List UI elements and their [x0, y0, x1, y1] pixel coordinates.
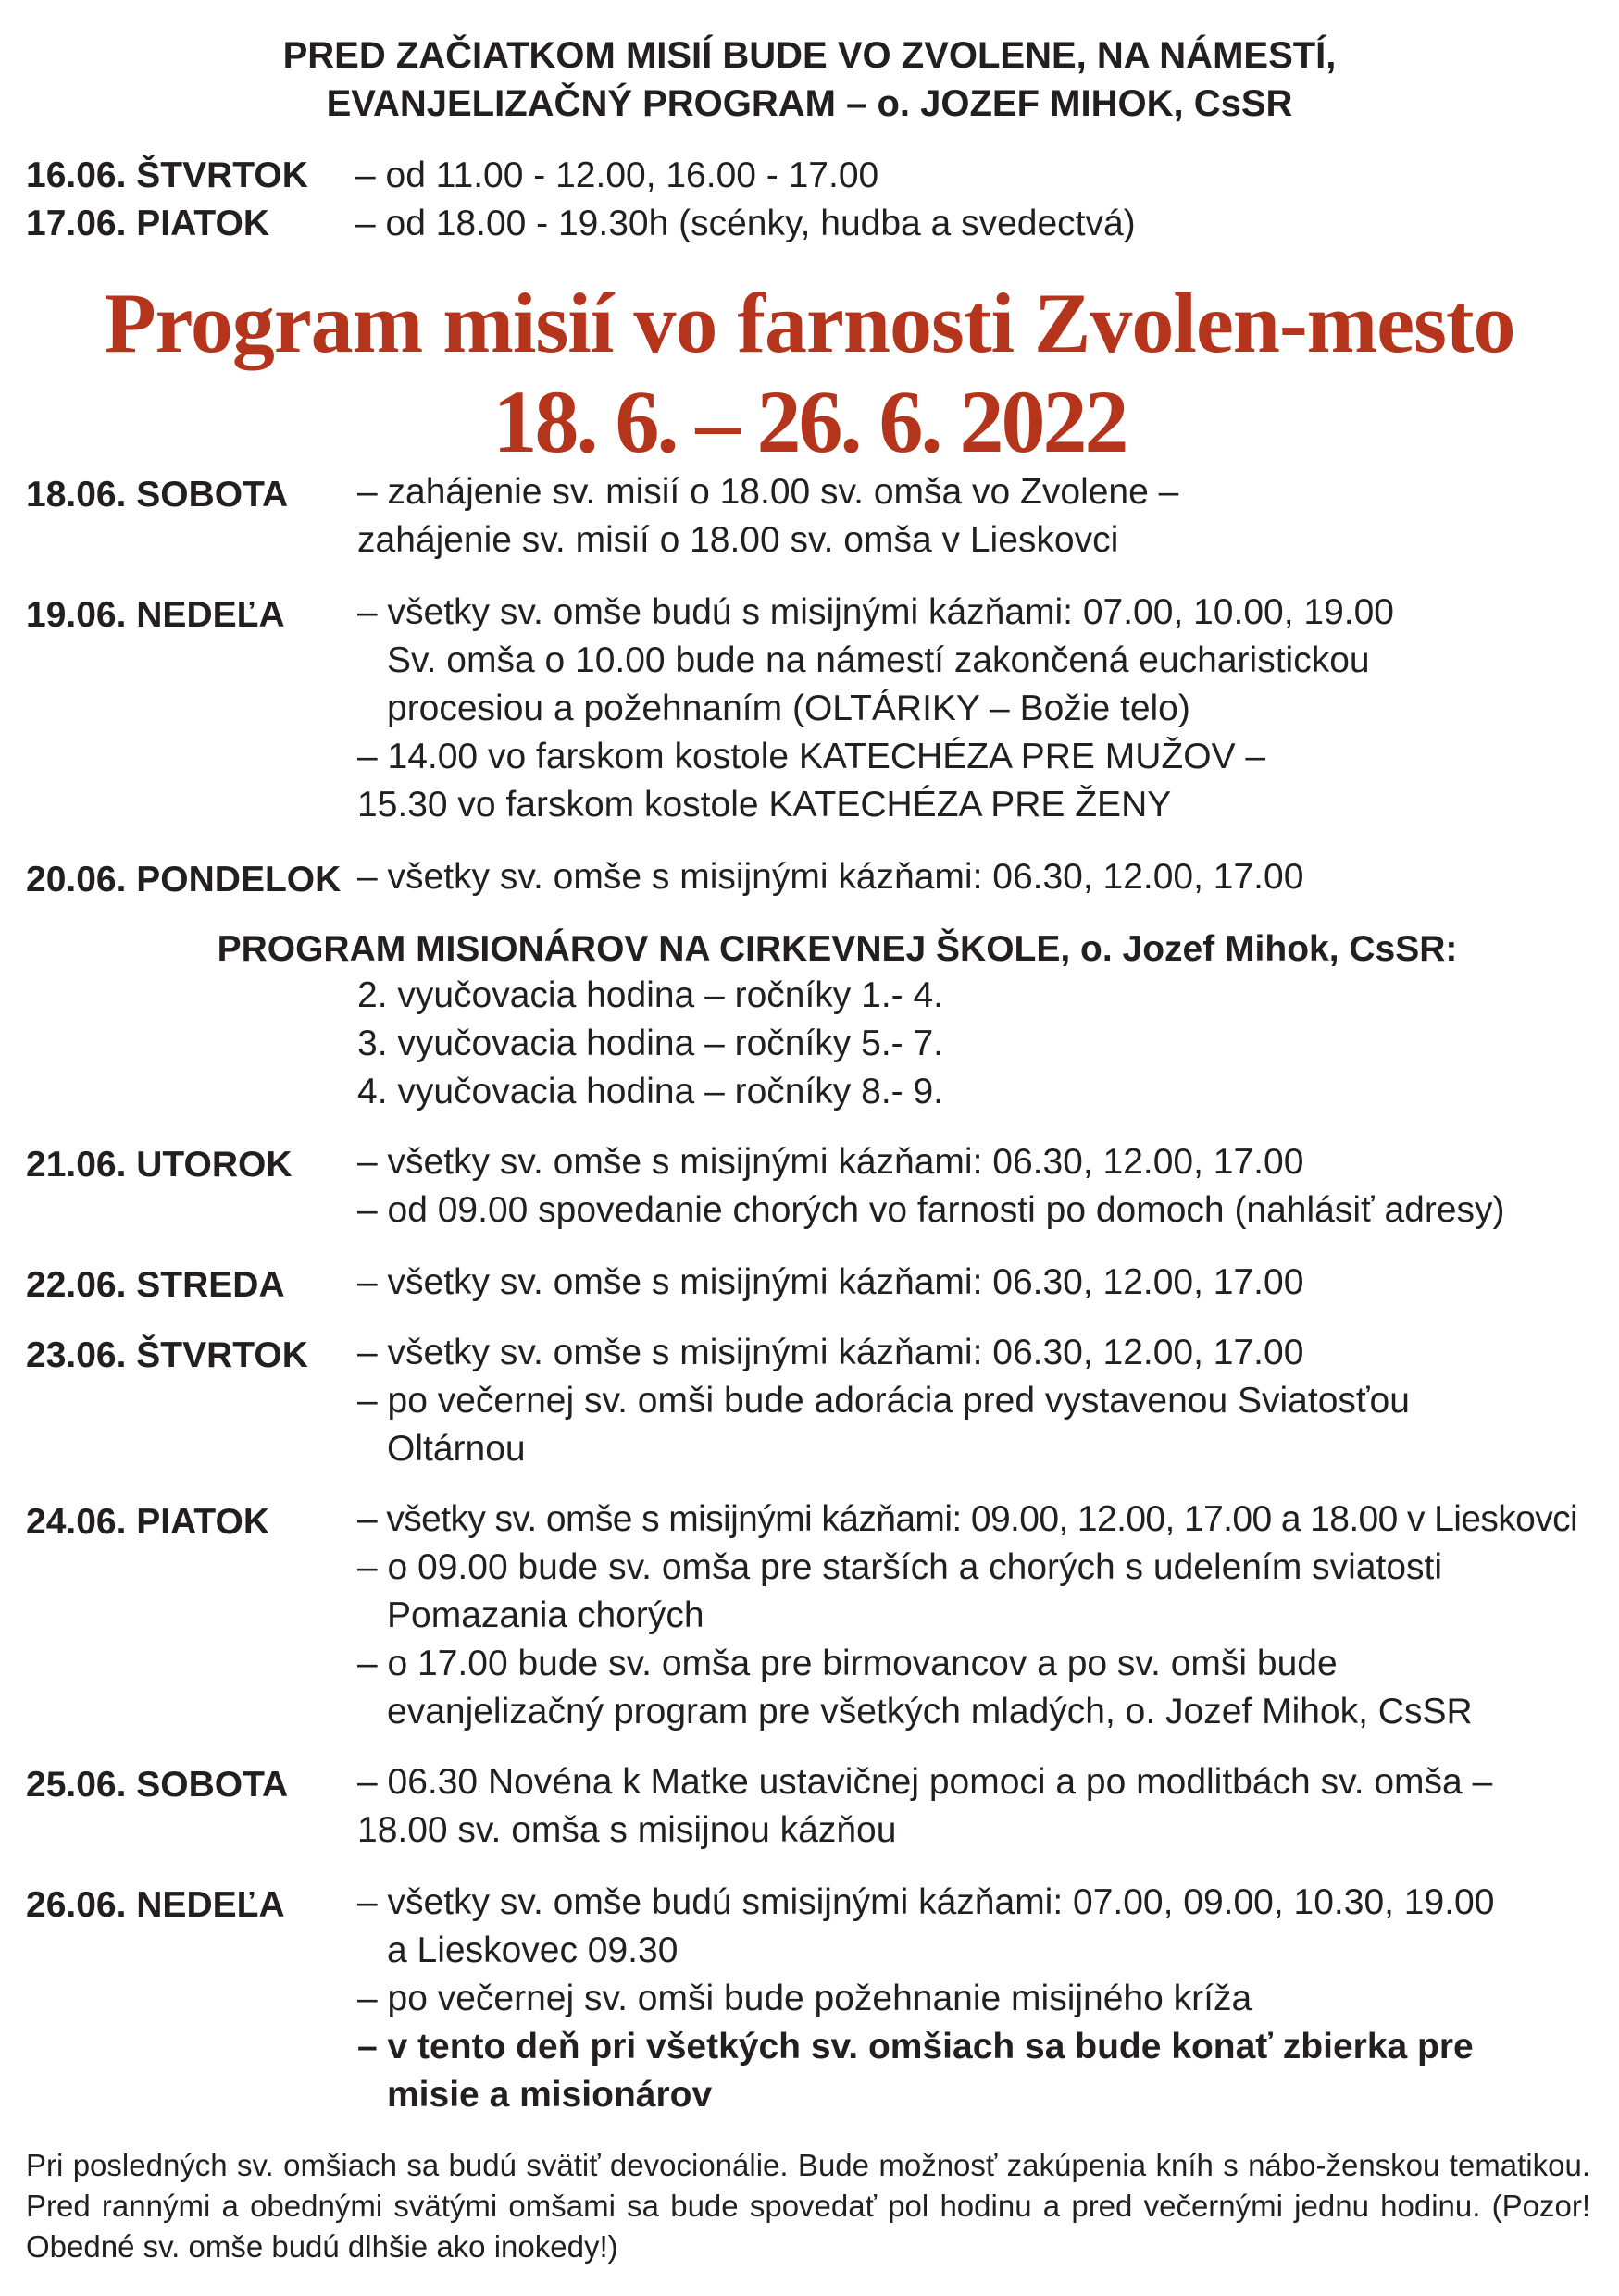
day-line: – od 09.00 spovedanie chorých vo farnosti po domoch (nahlásiť adresy)	[357, 1190, 1505, 1230]
header-line-2: EVANJELIZAČNÝ PROGRAM – o. JOZEF MIHOK, CsSR	[326, 83, 1293, 124]
school-line: 4. vyučovacia hodina – ročníky 8.- 9.	[357, 1072, 944, 1111]
day-date-2306: 23.06. ŠTVRTOK	[26, 1335, 308, 1375]
day-line: 18.00 sv. omša s misijnou kázňou	[357, 1810, 897, 1850]
day-line-bold: misie a misionárov	[387, 2075, 713, 2115]
pre-date-1: 16.06. ŠTVRTOK	[26, 155, 308, 195]
day-line: – zahájenie sv. misií o 18.00 sv. omša vo Zvolene –	[357, 472, 1179, 512]
day-line: – 14.00 vo farskom kostole KATECHÉZA PRE MUŽOV –	[357, 737, 1266, 776]
pre-text-2: – od 18.00 - 19.30h (scénky, hudba a svedectvá)	[355, 204, 1136, 243]
day-line: – všetky sv. omše s misijnými kázňami: 06.30, 12.00, 17.00	[357, 857, 1304, 897]
day-date-2106: 21.06. UTOROK	[26, 1145, 293, 1185]
day-line: procesiou a požehnaním (OLTÁRIKY – Božie telo)	[387, 689, 1190, 728]
school-line: 2. vyučovacia hodina – ročníky 1.- 4.	[357, 975, 944, 1015]
school-line: 3. vyučovacia hodina – ročníky 5.- 7.	[357, 1024, 944, 1063]
day-line: – všetky sv. omše budú smisijnými kázňami: 07.00, 09.00, 10.30, 19.00	[357, 1882, 1495, 1922]
header-line-1: PRED ZAČIATKOM MISIÍ BUDE VO ZVOLENE, NA NÁMESTÍ,	[282, 35, 1337, 76]
pre-date-2: 17.06. PIATOK	[26, 204, 270, 243]
day-line: a Lieskovec 09.30	[387, 1930, 679, 1970]
day-date-2006: 20.06. PONDELOK	[26, 860, 342, 900]
day-line: – o 17.00 bude sv. omša pre birmovancov a po sv. omši bude	[357, 1644, 1338, 1683]
day-line: – po večernej sv. omši bude adorácia pred vystavenou Sviatosťou	[357, 1381, 1410, 1421]
day-line: evanjelizačný program pre všetkých mladých, o. Jozef Mihok, CsSR	[387, 1692, 1473, 1731]
day-date-1806: 18.06. SOBOTA	[26, 475, 289, 515]
day-line: – všetky sv. omše s misijnými kázňami: 06.30, 12.00, 17.00	[357, 1262, 1304, 1302]
day-line: Pomazania chorých	[387, 1595, 704, 1635]
day-line: – všetky sv. omše s misijnými kázňami: 09.00, 12.00, 17.00 a 18.00 v Lieskovci	[357, 1499, 1578, 1539]
day-line: – všetky sv. omše s misijnými kázňami: 06.30, 12.00, 17.00	[357, 1333, 1304, 1372]
day-line: – všetky sv. omše budú s misijnými kázňami: 07.00, 10.00, 19.00	[357, 592, 1394, 632]
day-date-1906: 19.06. NEDEĽA	[26, 595, 285, 635]
day-line: – po večernej sv. omši bude požehnanie misijného kríža	[357, 1979, 1252, 2018]
day-line: zahájenie sv. misií o 18.00 sv. omša v Lieskovci	[357, 520, 1119, 560]
pre-text-1: – od 11.00 - 12.00, 16.00 - 17.00	[355, 155, 879, 195]
main-title-dates: 18. 6. – 26. 6. 2022	[492, 372, 1127, 471]
day-line: Oltárnou	[387, 1429, 526, 1469]
day-line: – 06.30 Novéna k Matke ustavičnej pomoci a po modlitbách sv. omša –	[357, 1762, 1493, 1802]
day-date-2606: 26.06. NEDEĽA	[26, 1885, 285, 1925]
day-line: – všetky sv. omše s misijnými kázňami: 06.30, 12.00, 17.00	[357, 1142, 1304, 1182]
day-line-bold: – v tento deň pri všetkých sv. omšiach sa bude konať zbierka pre	[357, 2027, 1474, 2066]
school-heading: PROGRAM MISIONÁROV NA CIRKEVNEJ ŠKOLE, o. Jozef Mihok, CsSR:	[217, 929, 1458, 969]
day-date-2506: 25.06. SOBOTA	[26, 1765, 289, 1805]
day-line: Sv. omša o 10.00 bude na námestí zakončená eucharistickou	[387, 640, 1370, 680]
day-line: 15.30 vo farskom kostole KATECHÉZA PRE ŽENY	[357, 785, 1172, 825]
day-line: – o 09.00 bude sv. omša pre starších a chorých s udelením sviatosti	[357, 1547, 1443, 1587]
main-title: Program misií vo farnosti Zvolen-mesto	[104, 276, 1515, 370]
footer-note: Pri posledných sv. omšiach sa budú svätiť devocionálie. Bude možnosť zakúpenia kníh s nábo-ženskou tematikou. Pred rannými a obednými svätými omšami sa bude spovedať pol hodinu a pred večernými jednu hodinu. (Pozor! Obedné sv. omše budú dlhšie ako inokedy!)	[26, 2148, 1590, 2264]
day-date-2406: 24.06. PIATOK	[26, 1502, 270, 1542]
day-date-2206: 22.06. STREDA	[26, 1265, 285, 1305]
